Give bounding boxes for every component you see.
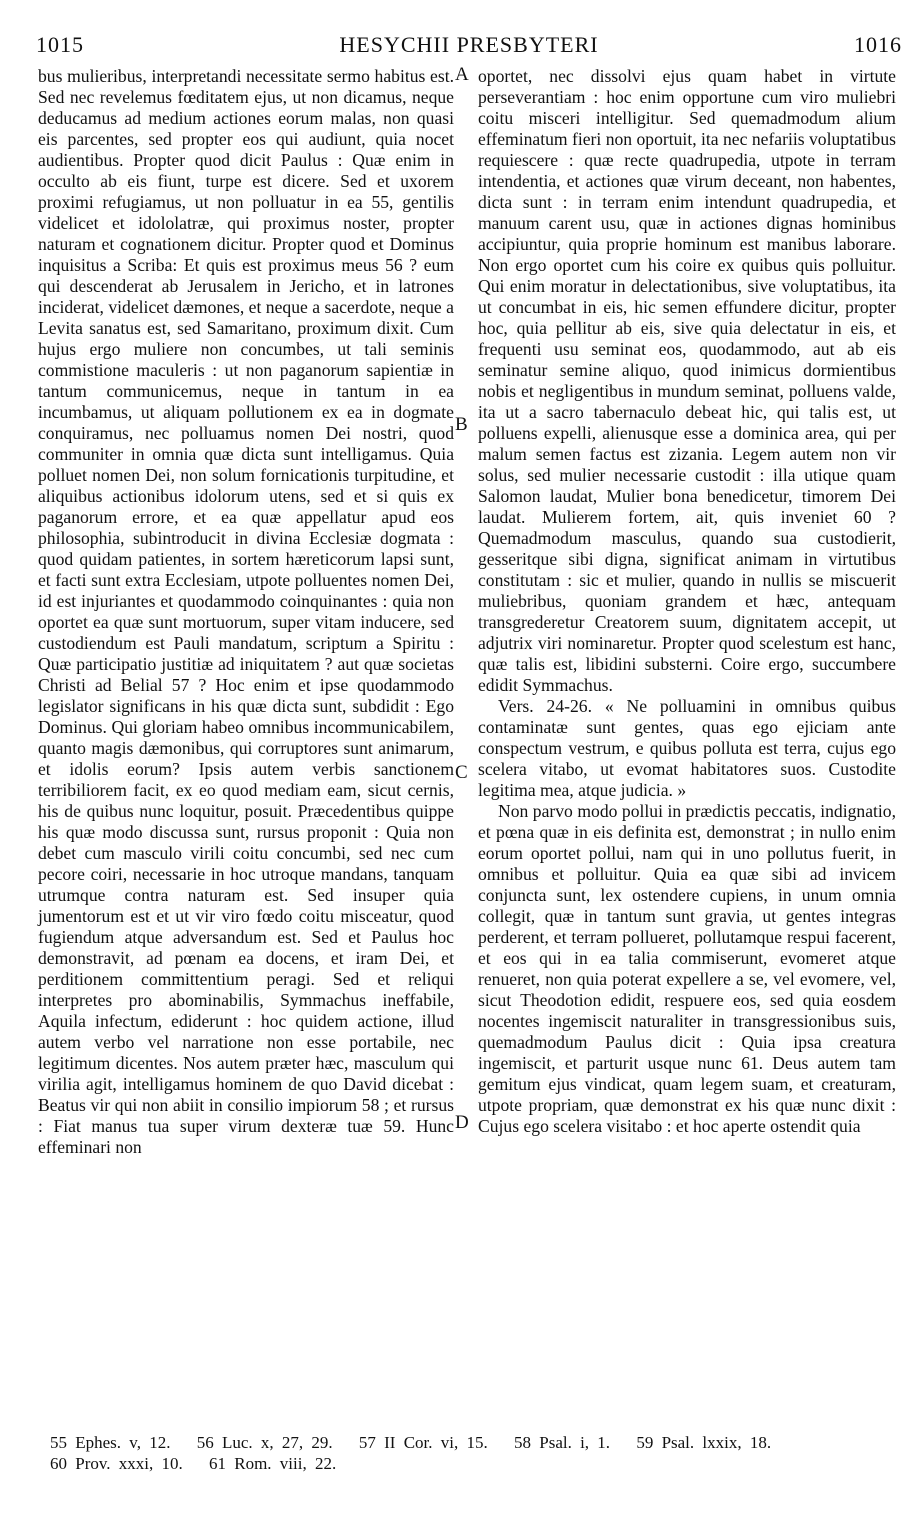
page-number-left: 1015 — [36, 32, 84, 57]
footnote: 59 Psal. lxxix, 18. — [636, 1433, 772, 1452]
margin-marker-d: D — [455, 1112, 469, 1133]
verse-citation: Vers. 24-26. « Ne polluamini in omnibus quibus contaminatæ sunt gentes, quas ego ejiciam ante conspectum vestrum, e quibus polluta est terra, cujus ego scelera vitabo, ut evomat habitatores suos. Custodite legitima mea, atque judicia. » — [478, 696, 896, 800]
footnote: 60 Prov. xxxi, 10. — [50, 1454, 183, 1473]
footnote: 55 Ephes. v, 12. — [50, 1433, 171, 1452]
left-column — [38, 66, 454, 1158]
footnote: 56 Luc. x, 27, 29. — [196, 1433, 333, 1452]
page-number-right: 1016 — [854, 32, 902, 57]
footnotes — [50, 1432, 900, 1474]
running-title: HESYCHII PRESBYTERI — [339, 32, 599, 57]
footnote: 58 Psal. i, 1. — [514, 1433, 611, 1452]
right-column-paragraph: Non parvo modo pollui in prædictis peccatis, indignatio, et pœna quæ in eis definita est, demonstrat ; in nullo enim eorum oportet pollui, nam qui in uno pollutus fuerit, in omnibus et polluitur. Quia ea quæ sibi ad invicem conjuncta sunt, lex ostendere cupiens, in unum omnia collegit, quæ in tantum sunt gravia, ut gentes integras perderent, et terram pollueret, pollutamque respui facerent, et eos qui in ea talia commiserunt, evomeret atque renueret, non quia poterat expellere a se, vel evomere, vel, sicut Theodotion edidit, respuere eos, sed quia eosdem nocentes ingemiscit naturaliter in transgressionibus suis, quemadmodum Paulus dicit : Quia ipsa creatura ingemiscit, et parturit usque nunc 61. Deus autem tam gemitum ejus vindicat, quam legem suam, et creaturam, utpote propriam, quæ demonstrat ex his quæ nunc dixit : Cujus ego scelera visitabo : et hoc aperte ostendit quia — [478, 801, 896, 1136]
margin-marker-a: A — [455, 64, 469, 85]
footnote: 57 II Cor. vi, 15. — [358, 1433, 488, 1452]
running-header — [36, 32, 902, 62]
margin-marker-b: B — [455, 414, 468, 435]
margin-marker-c: C — [455, 762, 468, 783]
right-column — [478, 66, 896, 1137]
left-column-text: bus mulieribus, interpretandi necessitate sermo habitus est. Sed nec revelemus fœditatem ejus, ut non dicamus, neque deducamus ad medium actiones eorum malas, non quasi eis parcentes, sed propter eos qui audiunt, quia nocet audientibus. Propter quod dicit Paulus : Quæ enim in occulto ab eis fiunt, turpe est dicere. Sed et uxorem proximi refugiamus, ut non polluatur in ea 55, gentilis videlicet et idololatræ, qui proximus noster, propter naturam et cognationem dicitur. Propter quod et Dominus inquisitus a Scriba: Et quis est proximus meus 56 ? eum qui descenderat ab Jerusalem in Jericho, et in latrones inciderat, videlicet dæmones, et neque a sacerdote, neque a Levita sanatus est, sed Samaritano, proximum dixit. Cum hujus ergo muliere non concumbes, ut tali seminis commistione maculeris : ut non paganorum sapientiæ in tantum communicemus, neque in tantum in ea incumbamus, ut aliquam pollutionem ex ea in dogmate conquiramus, nec polluamus nomen Dei nostri, quod communiter in omnia quæ dicta sunt intelligamus. Quia polluet nomen Dei, non solum fornicationis turpitudine, et aliquibus actionibus idolorum utens, sed et si quis ex paganorum errore, et ea quæ appellatur apud eos philosophia, subintroducit in divina Ecclesiæ dogmata : quod quidam patientes, in sortem hæreticorum lapsi sunt, et facti sunt extra Ecclesiam, utpote polluentes nomen Dei, id est injuriantes et quodammodo coinquinantes : quia non oportet ea quæ sunt mortuorum, super vitam inducere, sed custodiendum est Pauli mandatum, scriptum a Spiritu : Quæ participatio justitiæ ad iniquitatem ? aut quæ societas Christi ad Belial 57 ? Hoc enim et ipse quodammodo legislator significans in his quæ dicta sunt, subdidit : Ego Dominus. Qui gloriam habeo omnibus incommunicabilem, quanto magis dæmonibus, qui corruptores sunt animarum, et idolis eorum? Ipsis autem verbis sanctionem terribiliorem facit, ex eo quod mediam eam, sicut cernis, his de quibus nunc loquitur, posuit. Præcedentibus quippe his quæ modo discussa sunt, rursus proponit : Quia non debet cum masculo virili coitu concumbi, sed nec cum pecore coiri, necessarie in hoc utroque mandans, tanquam utrumque contra naturam est. Sed insuper quia jumentorum est et ut vir viro fœdo coitu misceatur, quod fugiendum atque adversandum est. Sed et Paulus hoc demonstravit, ad pœnam ea docens, et iram Dei, et perditionem committentium peragi. Sed et reliqui interpretes pro abominabilis, Symmachus ineffabile, Aquila infectum, ediderunt : hoc quidem actione, illud autem verbo vel narratione non esse portabile, nec legitimum dicentes. Nos autem præter hæc, masculum qui virilia agit, intelligamus hominem de quo David dicebat : Beatus vir qui non abiit in consilio impiorum 58 ; et rursus : Fiat manus tua super virum dexteræ tuæ 59. Hunc effeminari non — [38, 66, 454, 1157]
footnote: 61 Rom. viii, 22. — [209, 1454, 337, 1473]
right-column-paragraph: oportet, nec dissolvi ejus quam habet in virtute perseverantiam : hoc enim opportune cum viro muliebri coitu misceri intelligitur. Sed quemadmodum alium effeminatum fieri non oportuit, ita nec nefariis voluptatibus requiescere : quæ recte quadrupedia, utpote in terram intendentia, et actiones quæ virum deceant, non habentes, dicta sunt : in terram enim intendunt quadrupedia, et manuum carent usu, quæ in actiones dignas hominibus accipiuntur, quia proprie hominum est manibus laborare. Non ergo oportet cum his coire ex quibus quis polluitur. Qui enim moratur in delectationibus, sive voluptatibus, ita ut concumbat in eis, hic semen effundere dicitur, propter hoc, quia pellitur ab eis, sive quia delectatur in eis, et frequenti usu seminat eos, quodammodo, aut ab eis seminatur semine aliquo, quod inimicus dormientibus nobis et negligentibus in mundum seminat, polluens valde, ita ut a sacro tabernaculo debeat hic, qui talis est, ut polluens expelli, alienusque esse a dominica area, qui per malum semen factus est zizania. Legem autem non vir solus, sed mulier necessarie custodit : illa utique quam Salomon laudat, Mulier bona benedicetur, timorem Dei laudat. Mulierem fortem, ait, quis inveniet 60 ? Quemadmodum masculus, quando sua custodierit, gesseritque sibi digna, significat animam in virtutibus constitutam : sic et mulier, quando in nullis se miscuerit muliebribus, quoniam grandem et hæc, antequam transgrederetur Creatorem suum, dignitatem accepit, ut adjutrix viri nominaretur. Propter quod scelestum est hanc, quæ talis est, libidini substerni. Coire ergo, succumbere edidit Symmachus. — [478, 66, 896, 695]
